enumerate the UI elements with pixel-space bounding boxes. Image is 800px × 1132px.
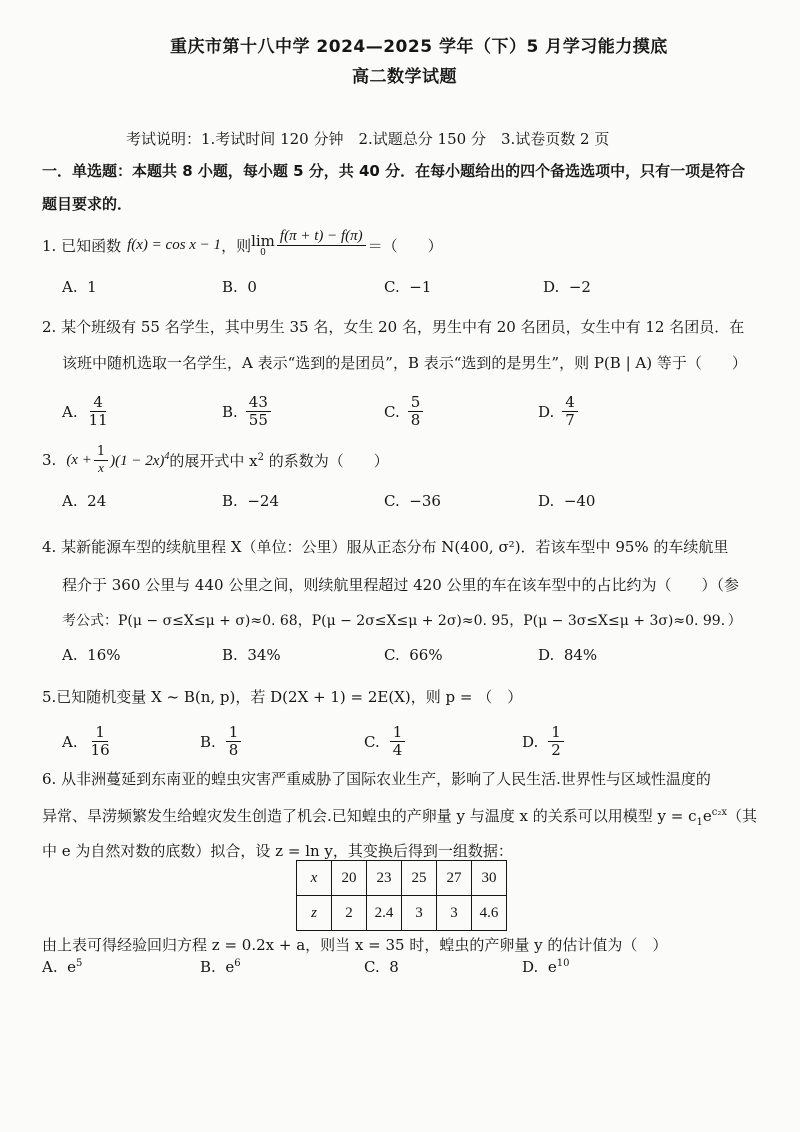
q1-fraction-numerator: f(π + t) − f(π) (277, 228, 366, 246)
exam-info: 考试说明：1.考试时间 120 分钟 2.试题总分 150 分 3.试卷页数 2 页 (126, 130, 610, 148)
q6-option-c: C. 8 (364, 958, 399, 976)
table-cell: 3 (437, 896, 472, 931)
exam-title: 重庆市第十八中学 2024—2025 学年（下）5 月学习能力摸底 (170, 37, 668, 57)
q5-option-d: D. $\frac{1}{2}$ (522, 724, 566, 760)
q3-option-b: B. −24 (222, 492, 279, 510)
q2-option-b: B. $\frac{43}{55}$ (222, 394, 273, 430)
q3-fraction: $\frac{1}{x}$ (94, 445, 108, 476)
question-6-line3: 中 e 为自然对数的底数）拟合，设 z = ln y，其变换后得到一组数据： (42, 842, 513, 860)
question-5-stem: 5.已知随机变量 X ~ B(n, p)，若 D(2X + 1) = 2E(X)，则 p = （ ） (42, 688, 523, 706)
q1-option-a: A. 1 (62, 278, 97, 296)
q2-option-c: C. $\frac{5}{8}$ (384, 394, 425, 430)
table-cell: 4.6 (472, 896, 507, 931)
table-cell: 23 (367, 861, 402, 896)
q2-option-a: A. $\frac{4}{11}$ (62, 393, 108, 430)
q3-option-d: D. −40 (538, 492, 596, 510)
q3-option-c: C. −36 (384, 492, 441, 510)
question-2-line2: 该班中随机选取一名学生，A 表示“选到的是团员”，B 表示“选到的是男生”，则 P(B | A) 等于（ ） (62, 354, 747, 372)
question-4-line2: 程介于 360 公里与 440 公里之间，则续航里程超过 420 公里的车在该车型中的占比约为（ ）（参 (62, 576, 740, 594)
table-row (297, 861, 507, 896)
q3-expr-a: (x + (66, 451, 92, 468)
q5-option-b: B. $\frac{1}{8}$ (200, 724, 243, 760)
table-cell: 2 (332, 896, 367, 931)
q6-option-b: B. $e^6$ (200, 958, 241, 976)
q1-lim-word: lim (251, 231, 275, 250)
section-heading-line2: 题目要求的． (42, 195, 133, 213)
q6-option-a: A. $e^5$ (42, 958, 83, 976)
q1-option-c: C. −1 (384, 278, 432, 296)
question-2-line1: 2. 某个班级有 55 名学生，其中男生 35 名，女生 20 名，男生中有 20 名团员，女生中有 12 名团员．在 (42, 318, 745, 336)
q1-lim-sub: 0 (260, 247, 266, 258)
question-4-line3: 考公式：P(μ − σ≤X≤μ + σ)≈0. 68，P(μ − 2σ≤X≤μ + 2σ)≈0. 95，P(μ − 3σ≤X≤μ + 3σ)≈0. 99．） (62, 613, 742, 629)
question-1-stem (42, 228, 443, 264)
q1-fraction (277, 228, 366, 264)
question-6-line4: 由上表可得经验回归方程 z = 0.2x + a，则当 x = 35 时，蝗虫的产卵量 y 的估计值为（ ） (42, 936, 668, 954)
q5-option-a: A. $\frac{1}{16}$ (62, 723, 110, 760)
question-3-stem (42, 445, 389, 476)
question-4-line1: 4. 某新能源车型的续航里程 X（单位：公里）服从正态分布 N(400, σ²)．若该车型中 95% 的车续航里 (42, 538, 729, 556)
q1-option-b: B. 0 (222, 278, 257, 296)
table-row (297, 896, 507, 931)
q1-function: f(x) = cos x − 1 (127, 237, 222, 254)
q3-text: 的展开式中 $x^2$ 的系数为（ ） (169, 451, 389, 470)
question-6-line1: 6. 从非洲蔓延到东南亚的蝗虫灾害严重威胁了国际农业生产，影响了人民生活.世界性与区域性温度的 (42, 770, 711, 788)
q1-suffix: ＝（ ） (367, 237, 443, 256)
q4-option-d: D. 84% (538, 646, 598, 664)
table-cell: 2.4 (367, 896, 402, 931)
table-cell: 27 (437, 861, 472, 896)
q3-prefix: 3. (42, 451, 57, 470)
q4-option-c: C. 66% (384, 646, 443, 664)
table-cell: 3 (402, 896, 437, 931)
q5-option-c: C. $\frac{1}{4}$ (364, 724, 407, 760)
q2-option-d: D. $\frac{4}{7}$ (538, 394, 580, 430)
question-6-line2: 异常、旱涝频繁发生给蝗灾发生创造了机会.已知蝗虫的产卵量 y 与温度 x 的关系可以用模型 $y = c_1e^{c_2x}$（其 (42, 807, 758, 828)
q6-option-d: D. $e^{10}$ (522, 958, 570, 976)
table-cell: x (297, 861, 332, 896)
exam-subtitle: 高二数学试题 (352, 67, 457, 87)
q6-data-table (296, 860, 507, 931)
table-cell: 25 (402, 861, 437, 896)
q1-fraction-denominator (316, 246, 327, 263)
q4-option-a: A. 16% (62, 646, 121, 664)
table-cell: 20 (332, 861, 367, 896)
q1-then: ，则 (221, 237, 252, 256)
q4-option-b: B. 34% (222, 646, 281, 664)
section-heading-line1: 一．单选题：本题共 8 小题，每小题 5 分，共 40 分．在每小题给出的四个备选选项中，只有一项是符合 (42, 162, 746, 180)
table-cell: 30 (472, 861, 507, 896)
q1-option-d: D. −2 (543, 278, 591, 296)
q3-option-a: A. 24 (62, 492, 107, 510)
table-cell: z (297, 896, 332, 931)
q3-expr-b: )$(1 - 2x)^4$ (110, 450, 170, 469)
q1-prefix: 1. 已知函数 (42, 237, 122, 256)
q1-limit (251, 231, 275, 258)
